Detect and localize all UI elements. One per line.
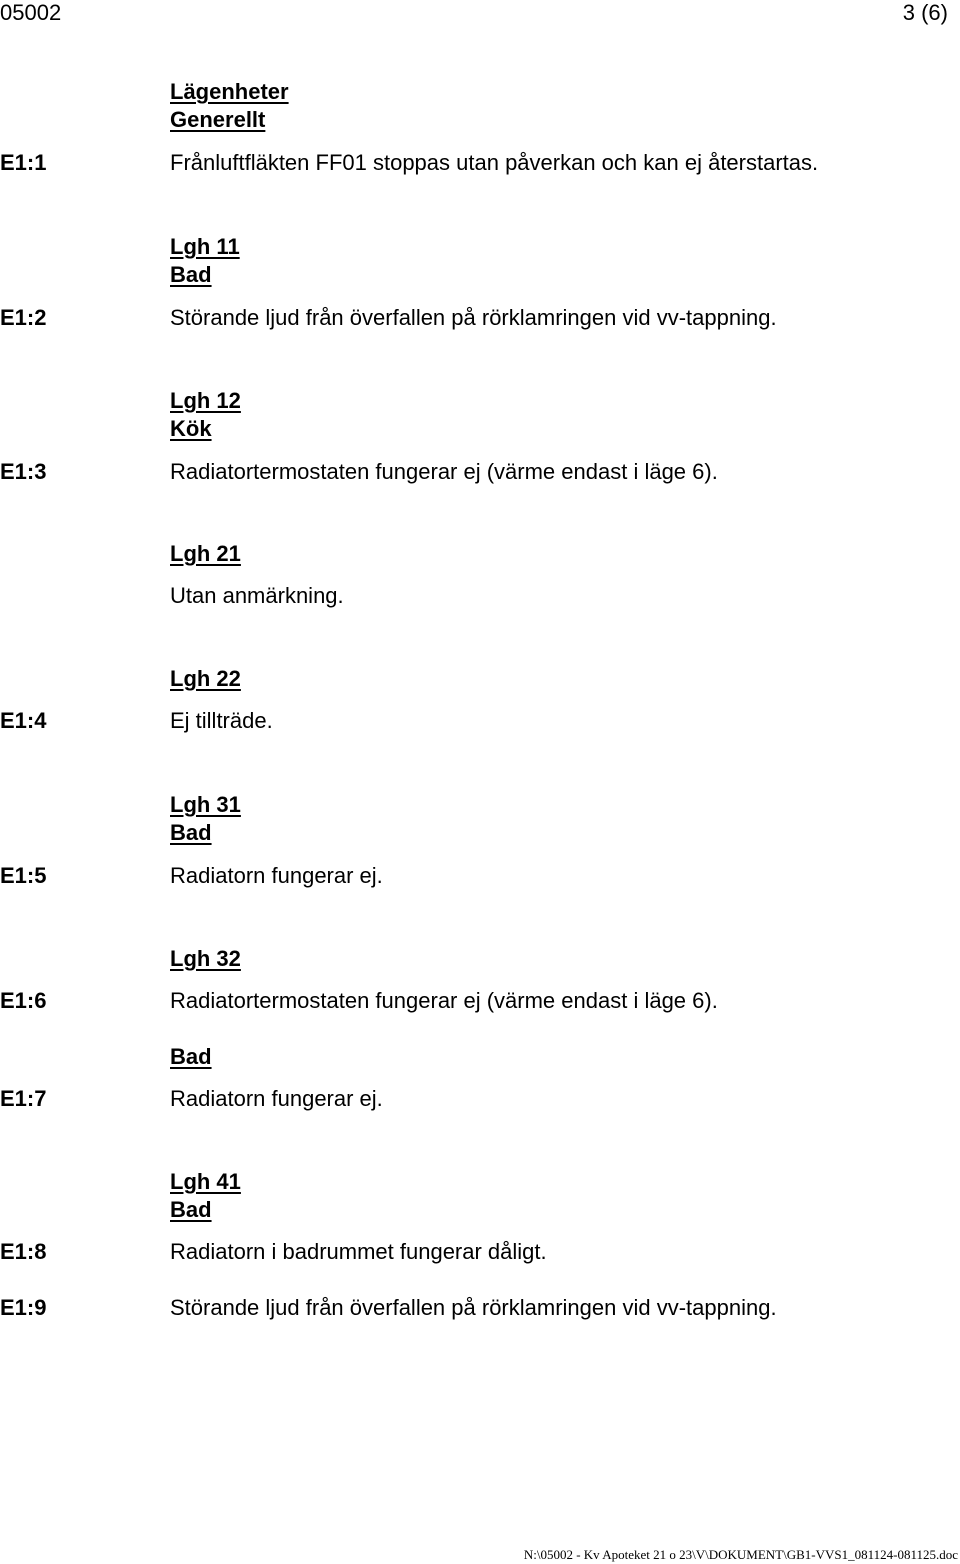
document-number: 05002: [0, 0, 62, 25]
item-text: Radiatorn fungerar ej.: [170, 1086, 383, 1111]
item-code: E1:2: [0, 305, 47, 330]
section-heading: Lgh 21: [170, 541, 241, 566]
page-number: 3 (6): [902, 0, 948, 25]
section-heading: Lägenheter: [170, 79, 289, 104]
item-code: E1:7: [0, 1086, 47, 1111]
footer-file-path: N:\05002 - Kv Apoteket 21 o 23\V\DOKUMENT\GB1-VVS1_081124-081125.doc: [523, 1547, 958, 1562]
item-text: Störande ljud från överfallen på rörklamringen vid vv-tappning.: [170, 1295, 777, 1320]
item-text: Radiatorn fungerar ej.: [170, 863, 383, 888]
item-text: Radiatorn i badrummet fungerar dåligt.: [170, 1239, 547, 1264]
section-subheading: Bad: [170, 820, 212, 845]
section-heading: Bad: [170, 1044, 212, 1069]
item-code: E1:5: [0, 863, 47, 888]
item-code: E1:1: [0, 150, 47, 175]
section-subheading: Bad: [170, 1197, 212, 1222]
item-text: Frånluftfläkten FF01 stoppas utan påverkan och kan ej återstartas.: [170, 150, 819, 175]
item-code: E1:4: [0, 708, 47, 733]
item-text: Störande ljud från överfallen på rörklamringen vid vv-tappning.: [170, 305, 777, 330]
section-subheading: Bad: [170, 262, 212, 287]
item-text: Utan anmärkning.: [170, 583, 344, 608]
section-heading: Lgh 32: [170, 946, 241, 971]
item-text: Ej tillträde.: [170, 708, 273, 733]
item-code: E1:3: [0, 459, 47, 484]
section-heading: Lgh 22: [170, 666, 241, 691]
section-heading: Lgh 41: [170, 1169, 241, 1194]
section-subheading: Generellt: [170, 107, 266, 132]
section-subheading: Kök: [170, 416, 212, 441]
item-text: Radiatortermostaten fungerar ej (värme endast i läge 6).: [170, 459, 718, 484]
item-code: E1:8: [0, 1239, 47, 1264]
section-heading: Lgh 12: [170, 388, 241, 413]
item-text: Radiatortermostaten fungerar ej (värme endast i läge 6).: [170, 988, 718, 1013]
section-heading: Lgh 11: [170, 234, 240, 259]
item-code: E1:9: [0, 1295, 47, 1320]
item-code: E1:6: [0, 988, 47, 1013]
section-heading: Lgh 31: [170, 792, 241, 817]
